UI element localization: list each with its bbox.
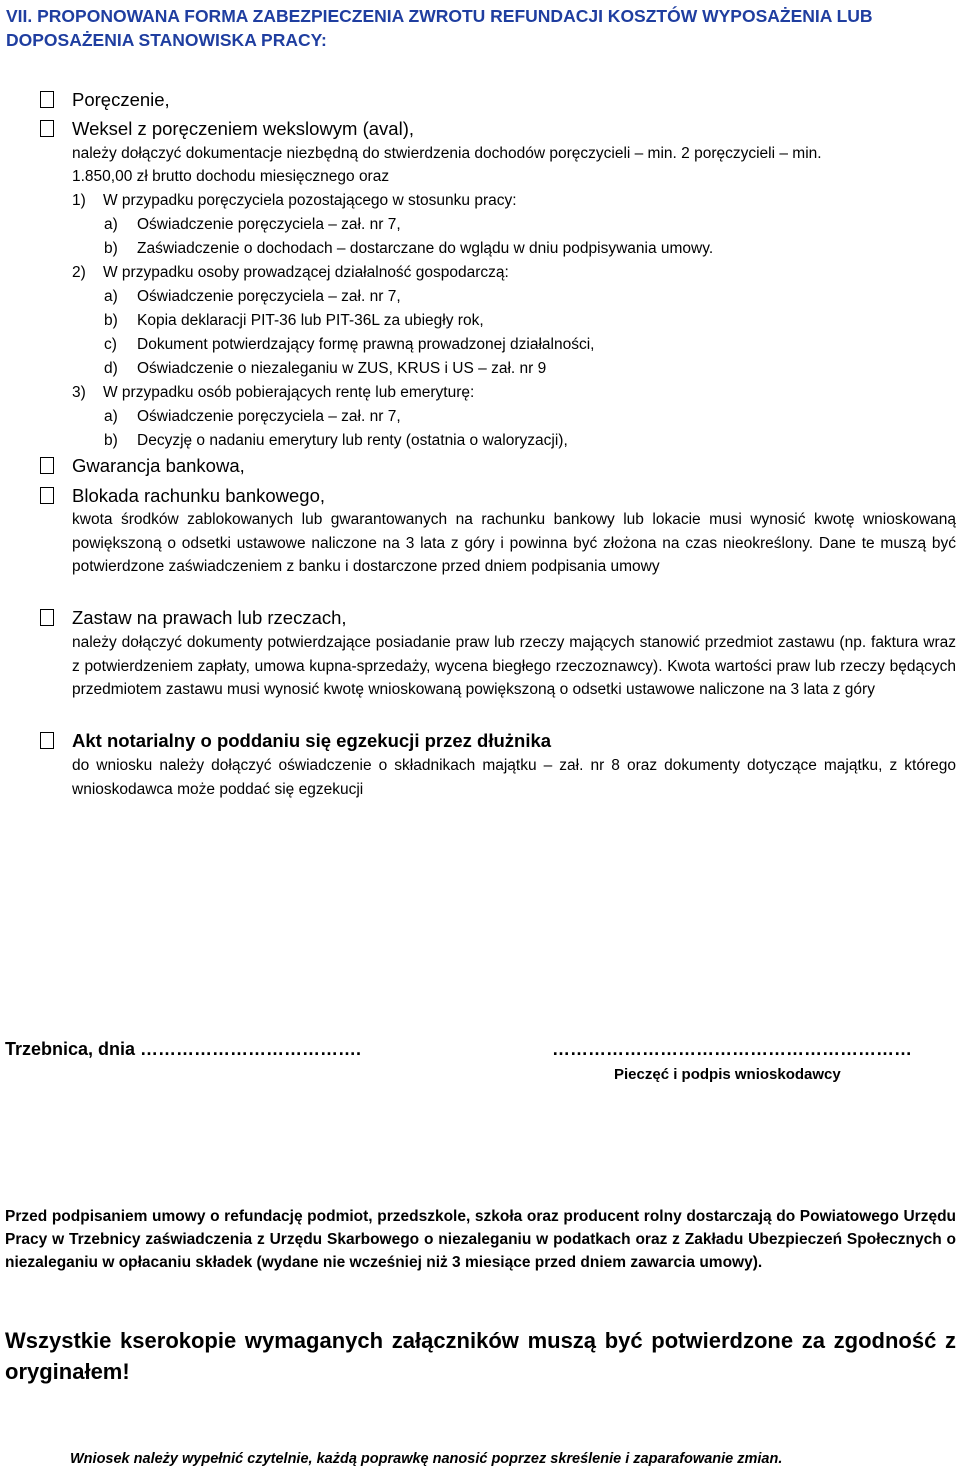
item-letter: a) [104, 216, 118, 233]
case-3-number: 3) [72, 384, 86, 401]
zastaw-description [72, 631, 956, 702]
case-2 [72, 262, 509, 284]
footer-instruction: Wniosek należy wypełnić czytelnie, każdą poprawkę nanosić poprzez skreślenie i zaparafowanie zmian. [70, 1451, 783, 1467]
case-1-item [104, 238, 713, 260]
checkbox-zastaw[interactable] [40, 609, 54, 626]
case-3-text: W przypadku osób pobierających rentę lub emeryturę: [103, 384, 475, 401]
akt-description-text: do wniosku należy dołączyć oświadczenie o składnikach majątku – zał. nr 8 oraz dokumenty dotyczące majątku, z którego wnioskodawca może poddać się egzekucji [72, 757, 956, 798]
case-1-item [104, 214, 401, 236]
case-3-item [104, 430, 568, 452]
item-text: Decyzję o nadaniu emerytury lub renty (ostatnia o waloryzacji), [137, 432, 568, 449]
case-2-item [104, 310, 484, 332]
pre-signing-note: Przed podpisaniem umowy o refundację podmiot, przedszkole, szkoła oraz producent rolny dostarczają do Powiatowego Urzędu Pracy w Trzebnicy zaświadczenia z Urzędu Skarbowego o niezaleganiu w podatkach oraz z Zakładu Ubezpieczeń Społecznych o niezaleganiu w opłacaniu składek (wydane nie wcześniej niż 3 miesiące przed dniem zawarcia umowy). [5, 1208, 956, 1271]
item-text: Oświadczenie poręczyciela – zał. nr 7, [137, 216, 401, 233]
item-text: Kopia deklaracji PIT-36 lub PIT-36L za ubiegły rok, [137, 312, 484, 329]
case-1-text: W przypadku poręczyciela pozostającego w stosunku pracy: [103, 192, 517, 209]
case-3-item [104, 406, 401, 428]
item-letter: a) [104, 408, 118, 425]
case-2-item [104, 286, 401, 308]
blokada-description [72, 508, 956, 579]
option-gwarancja-label: Gwarancja bankowa, [72, 455, 245, 476]
place-and-date: Trzebnica, dnia ………………………………. [5, 1039, 362, 1059]
option-weksel-label: Weksel z poręczeniem wekslowym (aval), [72, 118, 415, 139]
signature-label: Pieczęć i podpis wnioskodawcy [614, 1066, 841, 1083]
option-akt-notarialny-label: Akt notarialny o poddaniu się egzekucji przez dłużnika [72, 730, 552, 751]
item-letter: b) [104, 432, 118, 449]
case-3 [72, 382, 474, 404]
checkbox-poreczenie[interactable] [40, 91, 54, 108]
weksel-description-line-2: 1.850,00 zł brutto dochodu miesięcznego oraz [72, 168, 390, 185]
weksel-description-line-1: należy dołączyć dokumentacje niezbędną do stwierdzenia dochodów poręczycieli – min. 2 poręczycieli – min. [72, 145, 822, 162]
option-poreczenie-label: Poręczenie, [72, 89, 170, 110]
option-zastaw-label: Zastaw na prawach lub rzeczach, [72, 607, 347, 628]
zastaw-description-text: należy dołączyć dokumenty potwierdzające posiadanie praw lub rzeczy mających stanowić przedmiot zastawu (np. faktura wraz z potwierdzeniem zapłaty, umowa kupna-sprzedaży, wycena biegłego rzeczoznawcy). Kwota wartości praw lub rzeczy będących przedmiotem zastawu musi wynosić kwotę wnioskowaną powiększoną o odsetki ustawowe naliczone na 3 lata z góry [72, 634, 956, 698]
case-2-number: 2) [72, 264, 86, 281]
signature-line: …………………………………………………… [552, 1039, 912, 1059]
item-letter: c) [104, 336, 117, 353]
item-letter: b) [104, 240, 118, 257]
checkbox-weksel[interactable] [40, 120, 54, 137]
case-2-item [104, 334, 594, 356]
case-2-item [104, 358, 546, 380]
checkbox-gwarancja[interactable] [40, 457, 54, 474]
section-heading: VII. PROPONOWANA FORMA ZABEZPIECZENIA ZWROTU REFUNDACJI KOSZTÓW WYPOSAŻENIA LUB DOPOSAŻENIA STANOWISKA PRACY: [6, 6, 873, 50]
item-letter: d) [104, 360, 118, 377]
item-text: Oświadczenie o niezaleganiu w ZUS, KRUS i US – zał. nr 9 [137, 360, 547, 377]
case-1-number: 1) [72, 192, 86, 209]
item-letter: b) [104, 312, 118, 329]
item-text: Zaświadczenie o dochodach – dostarczane do wglądu w dniu podpisywania umowy. [137, 240, 714, 257]
option-blokada-label: Blokada rachunku bankowego, [72, 485, 326, 506]
checkbox-blokada[interactable] [40, 487, 54, 504]
checkbox-akt-notarialny[interactable] [40, 732, 54, 749]
case-2-text: W przypadku osoby prowadzącej działalność gospodarczą: [103, 264, 509, 281]
akt-description [72, 754, 956, 801]
copies-warning: Wszystkie kserokopie wymaganych załączników muszą być potwierdzone za zgodność z oryginałem! [5, 1328, 956, 1384]
item-text: Dokument potwierdzający formę prawną prowadzonej działalności, [137, 336, 595, 353]
case-1 [72, 190, 517, 212]
item-letter: a) [104, 288, 118, 305]
item-text: Oświadczenie poręczyciela – zał. nr 7, [137, 288, 401, 305]
item-text: Oświadczenie poręczyciela – zał. nr 7, [137, 408, 401, 425]
blokada-description-text: kwota środków zablokowanych lub gwarantowanych na rachunku bankowy lub lokacie musi wynosić kwotę wnioskowaną powiększoną o odsetki ustawowe naliczone na 3 lata z góry i powinna być złożona na czas nieokreślony. Dane te muszą być potwierdzone zaświadczeniem z banku i dostarczone przed dniem podpisania umowy [72, 511, 956, 575]
